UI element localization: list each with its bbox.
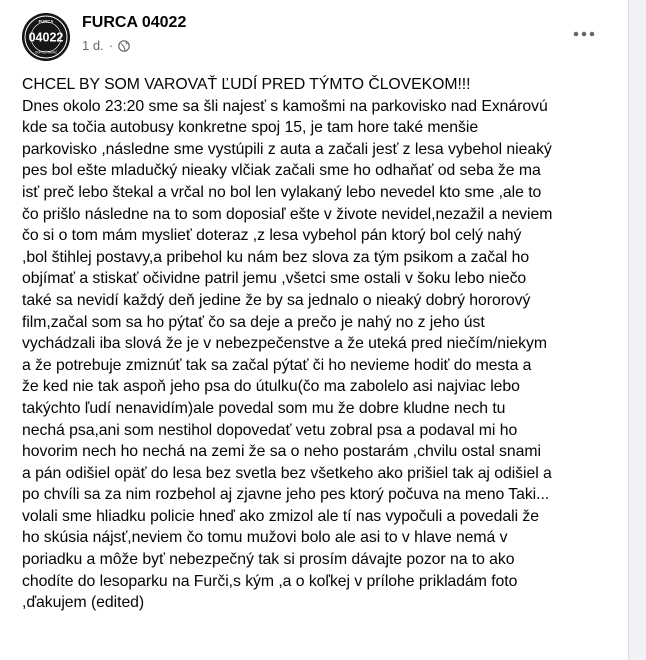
- post-text-line: hovorim nech ho nechá na zemi že sa o neho postarám ,chvilu ostal snami: [22, 443, 541, 461]
- post-text-line: objímať a stiskať očividne patril jemu ,všetci sme ostali v šoku lebo niečo: [22, 270, 527, 288]
- post-text-line: nechá psa,ani som nestihol dopovedať vetu zobral psa a podaval mi ho: [22, 421, 518, 439]
- post-text-line: a že potrebuje zmiznúť tak sa začal pýtať či ho nevieme hodiť do mesta a: [22, 356, 532, 374]
- post-text-line: čo prišlo následne na to som doposiaľ ešte v živote nevidel,nezažil a neviem: [22, 205, 553, 223]
- post-text-line: Dnes okolo 23:20 sme sa šli najesť s kamošmi na parkovisko nad Exnárovú: [22, 97, 548, 115]
- post-text-line: také sa nevidí každý deň jedine že by sa jednalo o nieaký dobrý hororový: [22, 291, 531, 309]
- avatar[interactable]: [22, 13, 70, 61]
- page-name[interactable]: FURCA 04022: [82, 14, 187, 31]
- post-text-line: takýchto ľudí nenavidím)ale povedal som mu že dobre kludne nech tu: [22, 399, 506, 417]
- post-text: [22, 74, 622, 614]
- post-meta: [82, 38, 130, 53]
- post-text-line: CHCEL BY SOM VAROVAŤ ĽUDÍ PRED TÝMTO ČLOVEKOM!!!: [22, 76, 471, 93]
- post-text-line: po chvíli sa za nim rozbehol aj zjavne jeho pes ktorý počuva na meno Taki...: [22, 486, 550, 504]
- avatar-logo-icon: [22, 13, 70, 61]
- post-header: [0, 0, 628, 64]
- globe-icon: [118, 40, 130, 52]
- post-text-line: kde sa točia autobusy konkretne spoj 15, je tam hore také menšie: [22, 119, 479, 137]
- meta-separator: ·: [108, 38, 114, 53]
- post-text-line: že ked nie tak aspoň jeho psa do útulku(čo ma zabolelo asi najviac lebo: [22, 378, 520, 396]
- post-time[interactable]: 1 d.: [82, 38, 104, 53]
- post-text-line: ,bol štihlej postavy,a pribehol ku nám bez slova za tým psikom a začal ho: [22, 248, 530, 266]
- post-text-line: ,ďakujem (edited): [22, 594, 145, 612]
- post-text-line: poriadku a môže byť nebezpečný tak si prosím dávajte pozor na to ako: [22, 551, 515, 569]
- post-text-line: parkovisko ,následne sme vystúpili z auta a začali jesť z lesa vybehol nieaký: [22, 140, 552, 158]
- avatar-top-text: FURCA: [38, 19, 54, 24]
- post-text-line: ho skúsia nájsť,neviem čo tomu mužovi bolo ale asi to v hlave nemá v: [22, 529, 508, 547]
- more-options-button[interactable]: [566, 16, 602, 52]
- avatar-bottom-text: ODPOČÍTAVAČ: [34, 50, 58, 55]
- post-text-line: a pán odišiel opäť do lesa bez svetla bez všetkeho ako prišiel tak aj odišiel a: [22, 464, 552, 482]
- more-horizontal-icon: [573, 31, 595, 37]
- post-text-line: pes bol ešte mladučký nieaky vlčiak začali sme ho odhaňať od seba že ma: [22, 162, 541, 180]
- avatar-center-text: 04022: [28, 30, 64, 45]
- post-text-line: chodíte do lesoparku na Furči,s kým ,a o koľkej v prílohe prikladám foto: [22, 572, 518, 590]
- post-text-line: film,začal som sa ho pýtať čo sa deje a prečo je nahý no z jeho úst: [22, 313, 485, 331]
- post-text-line: vychádzali iba slová že je v nebezpečenstve a že uteká pred niečím/niekym: [22, 335, 547, 353]
- post-text-line: čo si o tom mám myslieť doteraz ,z lesa vybehol pán ktorý bol celý nahý: [22, 227, 522, 245]
- post-text-line: volali sme hliadku policie hneď ako zmizol ale tí nas vypočuli a povedali že: [22, 507, 539, 525]
- post-text-line: isť preč lebo štekal a vrčal no bol len vylakaný lebo nevedel kto sme ,ale to: [22, 183, 542, 201]
